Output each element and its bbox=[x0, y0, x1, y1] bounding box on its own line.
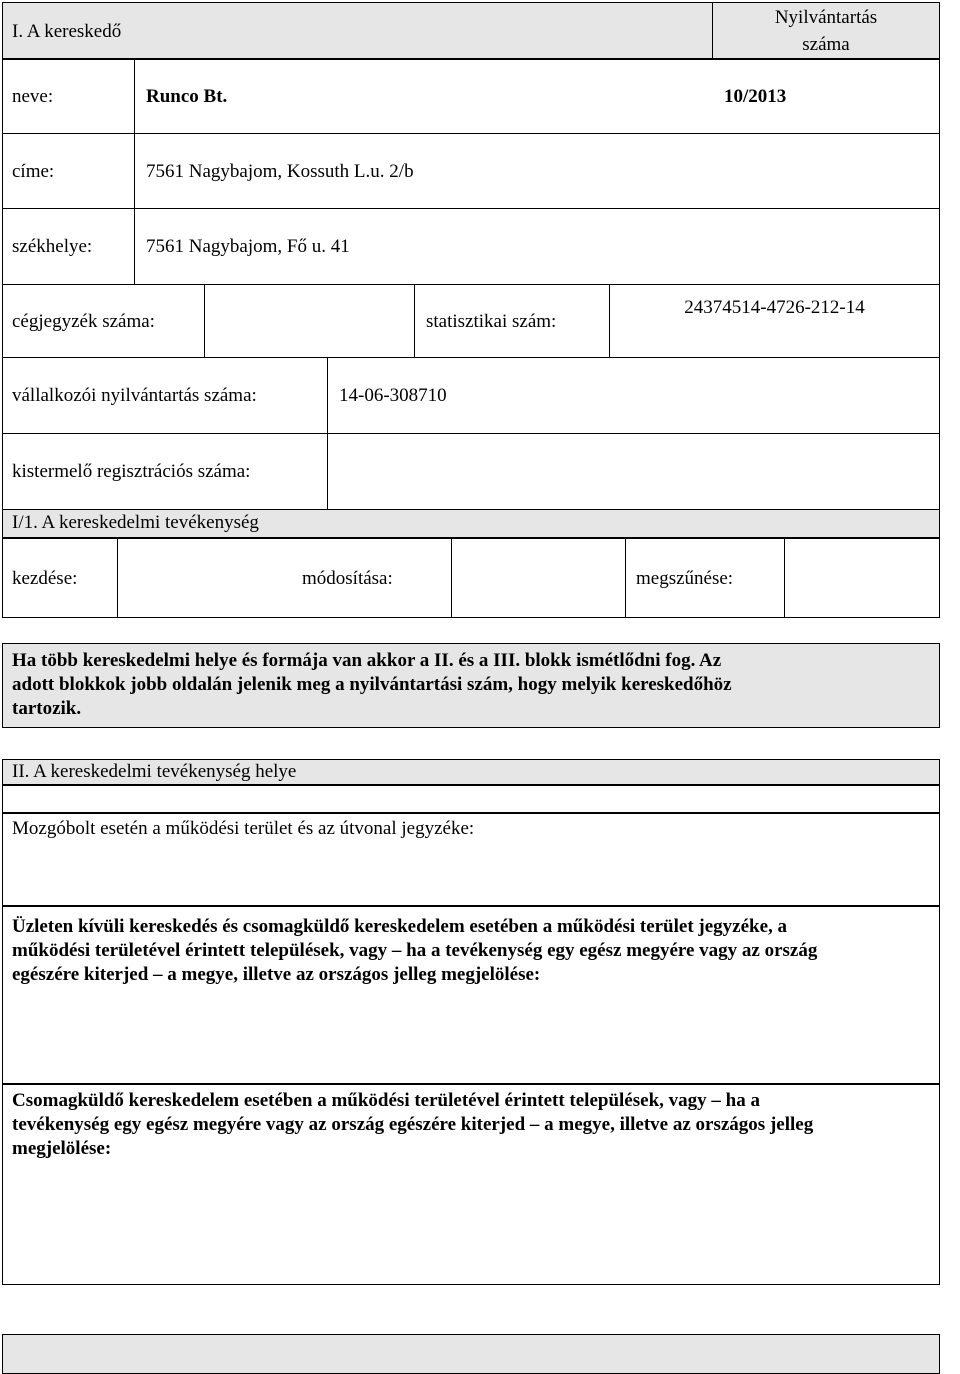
company-reg-label: cégjegyzék száma: bbox=[12, 311, 155, 332]
location-title: II. A kereskedelmi tevékenység helye bbox=[12, 761, 297, 782]
seat-value: 7561 Nagybajom, Fő u. 41 bbox=[146, 236, 350, 257]
mobile-shop-label: Mozgóbolt esetén a működési terület és az útvonal jegyzéke: bbox=[12, 818, 475, 839]
reg-no-value: 10/2013 bbox=[724, 86, 787, 107]
entrepreneur-value: 14-06-308710 bbox=[339, 385, 447, 406]
name-value: Runco Bt. bbox=[146, 86, 228, 107]
note-text: Ha több kereskedelmi helye és formája van akkor a II. és a III. blokk ismétlődni fog. Az adott blokkok jobb oldalán jelenik meg a nyilvántartási szám, hogy melyik kereskedőhöz tartozik. bbox=[12, 650, 732, 719]
activity-title: I/1. A kereskedelmi tevékenység bbox=[12, 512, 259, 533]
address-label: címe: bbox=[12, 161, 55, 182]
modify-label: módosítása: bbox=[302, 568, 393, 589]
smallholder-label: kistermelő regisztrációs száma: bbox=[12, 461, 251, 482]
entrepreneur-label: vállalkozói nyilvántartás száma: bbox=[12, 385, 257, 406]
activity-row bbox=[2, 537, 940, 618]
stat-label: statisztikai szám: bbox=[426, 311, 557, 332]
reg-no-label-line1: Nyilvántartás bbox=[774, 7, 878, 28]
reg-no-label-line2: száma bbox=[802, 34, 850, 55]
outside-trade-text: Üzleten kívüli kereskedés és csomagküldő kereskedelem esetében a működési terület jegyzéke, a működési területével érintett települések, vagy – ha a tevékenység egy egész megyére vagy az ország egészére kiterjed – a megye, illetve az országos jelleg megjelölése: bbox=[12, 916, 818, 985]
address-value: 7561 Nagybajom, Kossuth L.u. 2/b bbox=[146, 161, 414, 182]
mail-order-text: Csomagküldő kereskedelem esetében a működési területével érintett települések, vagy – ha a tevékenység egy egész megyére vagy az ország egészére kiterjed – a megye, illetve az országos jelleg megjelölése: bbox=[12, 1090, 814, 1159]
start-label: kezdése: bbox=[12, 568, 78, 589]
location-blank-row bbox=[2, 784, 940, 814]
name-label: neve: bbox=[12, 86, 54, 107]
seat-label: székhelye: bbox=[12, 236, 93, 257]
section-i-title: I. A kereskedő bbox=[12, 21, 122, 42]
end-label: megszűnése: bbox=[636, 568, 734, 589]
stat-value: 24374514-4726-212-14 bbox=[684, 297, 865, 318]
next-section-bar bbox=[2, 1334, 940, 1374]
